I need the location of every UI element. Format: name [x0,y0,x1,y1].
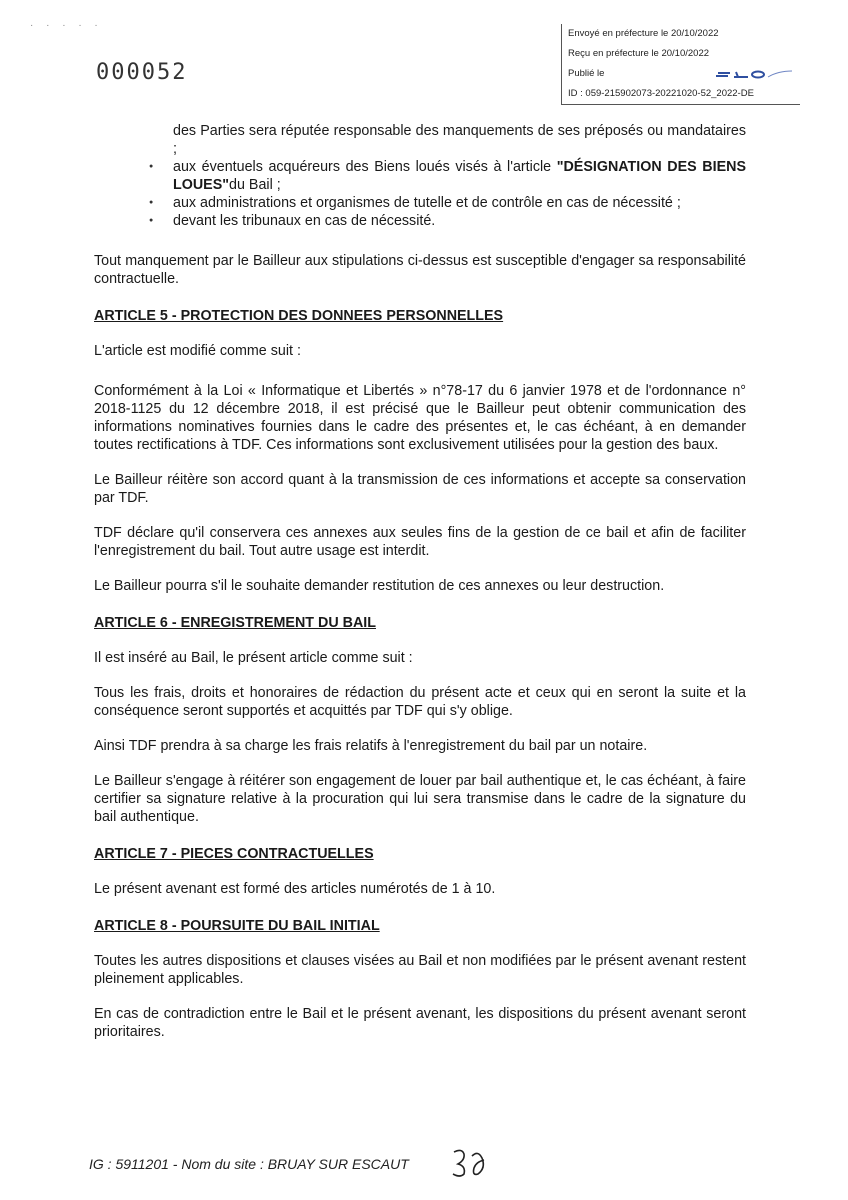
bullet1-post: du Bail ; [229,177,281,193]
paragraph: Conformément à la Loi « Informatique et Libertés » n°78-17 du 6 janvier 1978 et de l'ordonnance n° 2018-1125 du 12 décembre 2018, il est précisé que le Bailleur peut obtenir communication des informations nominatives fournies dans le cadre des présentes et, le cas échéant, à en demander toutes rectifications à TDF. Ces informations sont exclusivement utilisées pour la gestion des baux. [94,383,746,453]
prefecture-stamp [561,24,800,105]
article-6-heading: ARTICLE 6 - ENREGISTREMENT DU BAIL [94,615,376,631]
bullet1-bold: "DÉSIGNATION DES BIENS LOUES" [173,159,746,193]
paragraph: Le présent avenant est formé des articles numérotés de 1 à 10. [94,881,496,897]
slo-logo-icon [714,69,794,79]
stamp-published-row [562,64,800,84]
paragraph: Le Bailleur pourra s'il le souhaite demander restitution de ces annexes ou leur destruction. [94,578,665,594]
bullet1-pre: aux éventuels acquéreurs des Biens loués visés à l'article [173,159,557,175]
disclosure-list [94,158,746,230]
page-number: 000052 [96,60,188,85]
handwritten-initials [448,1146,494,1180]
list-item [94,158,746,194]
paragraph: Tout manquement par le Bailleur aux stipulations ci-dessus est susceptible d'engager sa responsabilité contractuelle. [94,253,746,287]
continuation-text: des Parties sera réputée responsable des manquements de ses préposés ou mandataires ; [173,123,746,157]
scan-specks: · · · · · [30,20,103,31]
article-5-heading: ARTICLE 5 - PROTECTION DES DONNEES PERSONNELLES [94,308,504,324]
article-7-heading: ARTICLE 7 - PIECES CONTRACTUELLES [94,846,374,862]
stamp-received: Reçu en préfecture le 20/10/2022 [568,48,710,60]
paragraph: Le Bailleur réitère son accord quant à la transmission de ces informations et accepte sa conservation par TDF. [94,472,746,506]
stamp-published: Publié le [568,68,605,80]
paragraph: Ainsi TDF prendra à sa charge les frais relatifs à l'enregistrement du bail par un notaire. [94,738,648,754]
paragraph: Il est inséré au Bail, le présent article comme suit : [94,650,413,666]
document-body [94,122,746,1041]
stamp-sent: Envoyé en préfecture le 20/10/2022 [568,28,719,40]
list-item: ● devant les tribunaux en cas de nécessité. [94,212,746,230]
paragraph: TDF déclare qu'il conservera ces annexes aux seules fins de la gestion de ce bail et afin de faciliter l'enregistrement du bail. Tout autre usage est interdit. [94,525,746,559]
paragraph: Tous les frais, droits et honoraires de rédaction du présent acte et ceux qui en seront la suite et la conséquence seront supportés et acquittés par TDF qui s'y oblige. [94,685,746,719]
paragraph: En cas de contradiction entre le Bail et le présent avenant, les dispositions du présent avenant seront prioritaires. [94,1006,746,1040]
paragraph: L'article est modifié comme suit : [94,343,301,359]
paragraph: Le Bailleur s'engage à réitérer son engagement de louer par bail authentique et, le cas échéant, à faire certifier sa signature relative à la procuration qui lui sera transmise dans le cadre de la signature du bail authentique. [94,773,746,825]
article-8-heading: ARTICLE 8 - POURSUITE DU BAIL INITIAL [94,918,380,934]
stamp-id: ID : 059-215902073-20221020-52_2022-DE [568,88,754,100]
paragraph: Toutes les autres dispositions et clauses visées au Bail et non modifiées par le présent avenant restent pleinement applicables. [94,953,746,987]
list-item: ● aux administrations et organismes de tutelle et de contrôle en cas de nécessité ; [94,194,746,212]
footer-site-info: IG : 5911201 - Nom du site : BRUAY SUR ESCAUT [89,1156,409,1172]
